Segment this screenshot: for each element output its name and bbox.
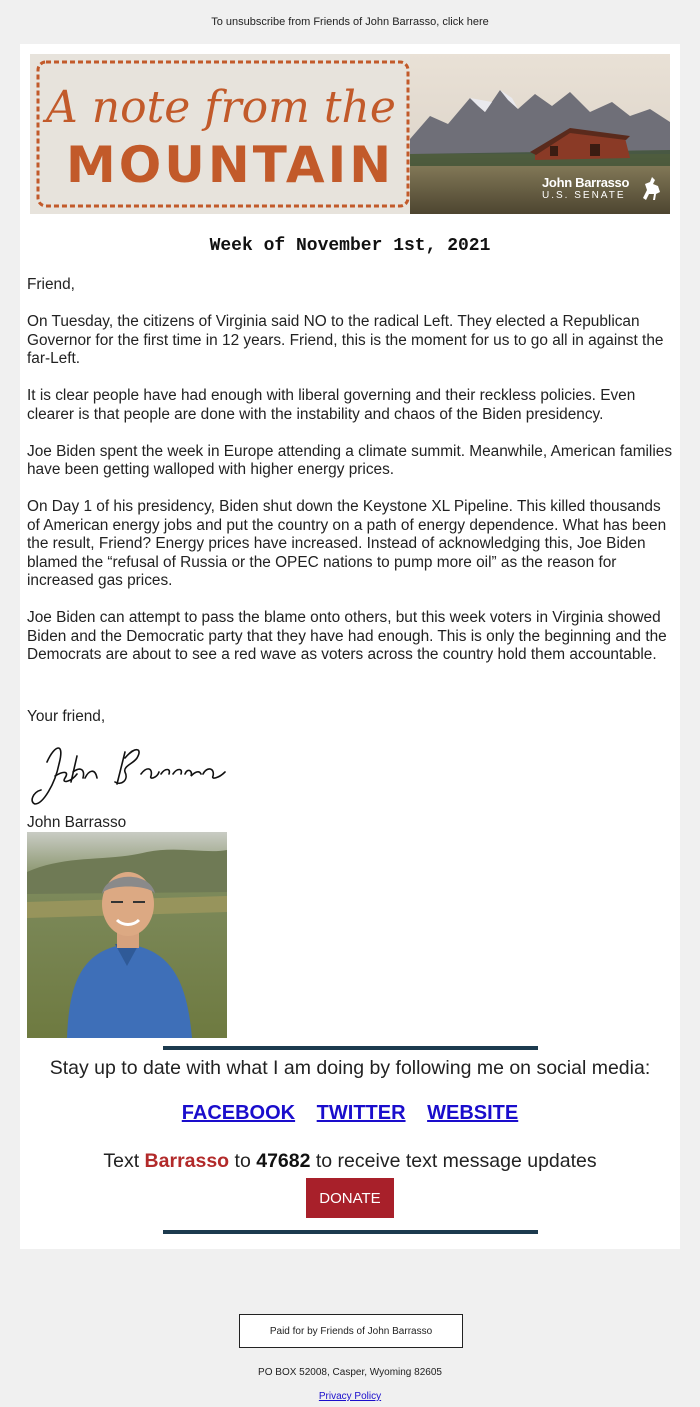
twitter-link[interactable]: TWITTER bbox=[316, 1102, 406, 1124]
text-updates-line bbox=[20, 1150, 680, 1173]
senate-logo bbox=[542, 175, 632, 201]
text-middle: to bbox=[234, 1150, 251, 1172]
text-keyword: Barrasso bbox=[144, 1150, 230, 1172]
senate-logo-sub: U.S. SENATE bbox=[542, 190, 626, 201]
text-prefix: Text bbox=[103, 1150, 140, 1172]
facebook-link[interactable]: FACEBOOK bbox=[181, 1102, 296, 1124]
paid-for-text: Paid for by Friends of John Barrasso bbox=[269, 1325, 433, 1337]
donate-button[interactable]: DONATE bbox=[306, 1178, 394, 1218]
signature-name: John Barrasso bbox=[27, 814, 127, 831]
banner-title-line1: A note from the bbox=[46, 82, 396, 133]
senate-logo-name: John Barrasso bbox=[542, 175, 630, 190]
banner-title-line2: MOUNTAIN bbox=[66, 136, 395, 194]
unsubscribe-bar bbox=[0, 0, 700, 44]
divider-top bbox=[163, 1046, 538, 1050]
signature-image bbox=[25, 734, 235, 814]
paid-for-box bbox=[239, 1314, 463, 1348]
bucking-horse-icon bbox=[640, 174, 662, 202]
header-banner bbox=[30, 54, 670, 214]
email-card bbox=[20, 44, 680, 1249]
email-body bbox=[27, 276, 675, 683]
unsubscribe-link[interactable]: To unsubscribe from Friends of John Barrasso, click here bbox=[211, 16, 489, 28]
social-prompt: Stay up to date with what I am doing by following me on social media: bbox=[49, 1057, 651, 1079]
body-paragraph: Joe Biden can attempt to pass the blame onto others, but this week voters in Virginia showed Biden and the Democratic party that they have had enough. This is only the beginning and the Democrats are about to see a red wave as voters across the country hold them accountable. bbox=[27, 609, 667, 663]
body-paragraph: It is clear people have had enough with liberal governing and their reckless policies. Even clearer is that people are done with the instability and chaos of the Biden presidency. bbox=[27, 387, 636, 423]
privacy-footer bbox=[0, 1391, 700, 1402]
website-link[interactable]: WEBSITE bbox=[427, 1102, 519, 1124]
body-paragraph: Joe Biden spent the week in Europe attending a climate summit. Meanwhile, American families have been getting walloped with higher energy prices. bbox=[27, 442, 673, 478]
week-heading: Week of November 1st, 2021 bbox=[209, 236, 491, 256]
body-paragraph: On Tuesday, the citizens of Virginia said NO to the radical Left. They elected a Republican Governor for the first time in 12 years. Friend, this is the moment for us to go all in against the far-Left. bbox=[27, 313, 664, 367]
social-links bbox=[20, 1102, 680, 1125]
body-paragraph: On Day 1 of his presidency, Biden shut down the Keystone XL Pipeline. This killed thousands of American energy jobs and put the country on a path of energy dependence. What has been the result, Friend? Energy prices have increased. Instead of acknowledging this, Joe Biden blamed the “refusal of Russia or the OPEC nations to pump more oil” as the reason for increased gas prices. bbox=[27, 498, 667, 589]
text-shortcode: 47682 bbox=[256, 1150, 311, 1172]
closing: Your friend, bbox=[27, 708, 106, 725]
greeting: Friend, bbox=[27, 276, 75, 293]
divider-bottom bbox=[163, 1230, 538, 1234]
mailing-address: PO BOX 52008, Casper, Wyoming 82605 bbox=[258, 1367, 442, 1378]
privacy-policy-link[interactable]: Privacy Policy bbox=[318, 1391, 382, 1402]
text-suffix: to receive text message updates bbox=[315, 1150, 597, 1172]
portrait-photo bbox=[27, 832, 227, 1038]
